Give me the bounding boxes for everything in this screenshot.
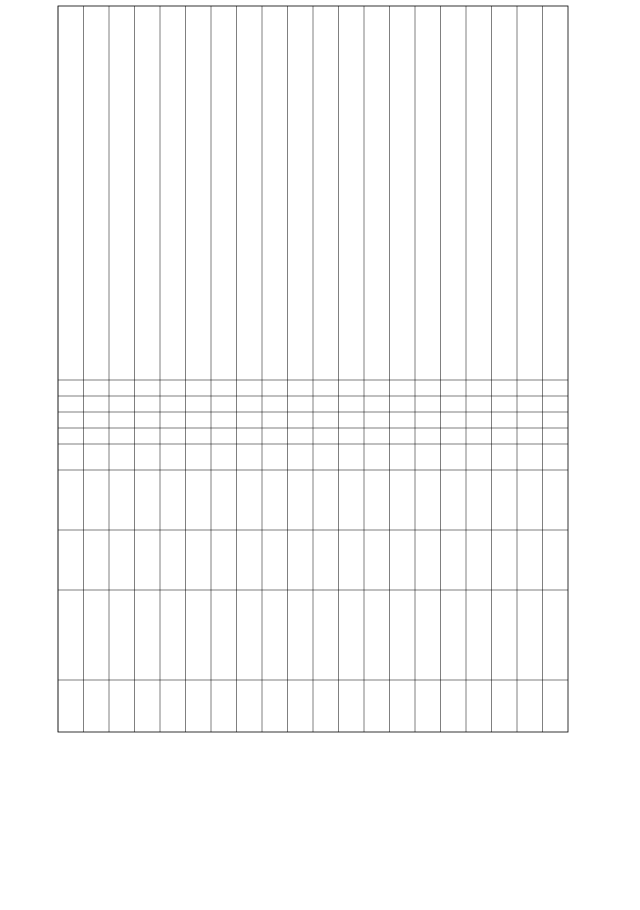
table xyxy=(58,6,568,732)
